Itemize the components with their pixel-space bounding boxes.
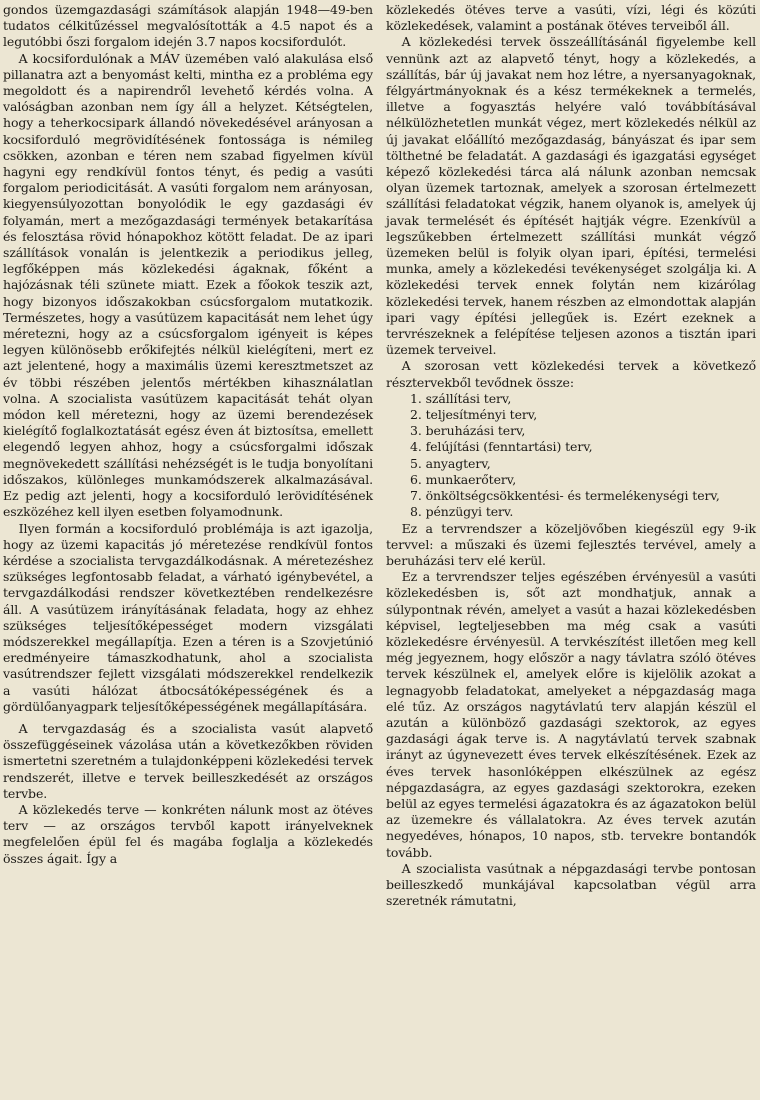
right-column bbox=[386, 2, 756, 1100]
paragraph: A tervgazdaság és a szocialista vasút alapvető összefüggéseinek vázolása után a következőkben röviden ismertetni szeretném a tulajdonképpeni közlekedési tervek rendszerét, illetve e tervek beilleszkedését az országos tervbe. bbox=[3, 720, 373, 801]
list-item: 4. felújítási (fenntartási) terv, bbox=[410, 439, 593, 455]
list-item: 3. beruházási terv, bbox=[410, 423, 526, 439]
list-item: 6. munkaerőterv, bbox=[410, 471, 517, 487]
paragraph: A kocsifordulónak a MÁV üzemében való alakulása első pillanatra azt a benyomást kelti, mintha ez a probléma egy megoldott és a napirendről levehető kérdés volna. A valóságban azonban nem így áll a helyzet. Kétségtelen, hogy a teherkocsipark állandó növekedésével arányosan a kocsiforduló megrövidítésének fontossága is némileg csökken, azonban e téren nem szabad figyelmen kívül hagyni egy rendkívül fontos tényt, és pedig a vasúti forgalom periodicitását. A vasúti forgalom nem arányosan, kiegyensúlyozottan bonyolódik le egy gazdasági év folyamán, mert a mezőgazdasági termények betakarítása és felosztása rövid hónapokhoz kötött feladat. De az ipari szállítások vonalán is jelentkezik a periodikus jelleg, legfőképpen más közlekedési ágaknak, főként a hajózásnak téli szünete miatt. Ezek a főokok teszik azt, hogy bizonyos időszakokban csúcsforgalom mutatkozik. Természetes, hogy a vasútüzem kapacitását nem lehet úgy méretezni, hogy az a csúcsforgalom igényeit is képes legyen különösebb erőkifejtés nélkül kielégíteni, mert ez azt jelentené, hogy a maximális üzemi keresztmetszet az év többi részében jelentős mértékben kihasználatlan volna. A szocialista vasútüzem kapacitását tehát olyan módon kell méretezni, hogy az üzemi berendezések kielégítő foglalkoztatását egész éven át biztosítsa, emellett elegendő legyen ahhoz, hogy a csúcsforgalmi időszak megnövekedett szállítási nehézségét is le tudja bonyolítani időszakos, különleges munkamódszerek alkalmazásával. Ez pedig azt jelenti, hogy a kocsiforduló lerövidítésének eszközéhez kell ilyen esetben folyamodnunk. bbox=[3, 50, 373, 520]
paragraph: A szocialista vasútnak a népgazdasági tervbe pontosan beilleszkedő munkájával kapcsolatban végül arra szeretnék rámutatni, bbox=[386, 860, 756, 909]
list-item: 2. teljesítményi terv, bbox=[410, 407, 538, 423]
paragraph: gondos üzemgazdasági számítások alapján 1948—49-ben tudatos célkitűzéssel megvalósították a 4.5 napot és a legutóbbi őszi forgalom idején 3.7 napos kocsifordulót. bbox=[3, 2, 373, 50]
left-column bbox=[3, 2, 373, 1100]
paragraph: A szorosan vett közlekedési tervek a következő résztervekből tevődnek össze: bbox=[386, 358, 756, 390]
list-item: 1. szállítási terv, bbox=[410, 390, 512, 406]
list-item: 5. anyagterv, bbox=[410, 455, 491, 471]
list-item: 8. pénzügyi terv. bbox=[410, 504, 514, 520]
paragraph: Ilyen formán a kocsiforduló problémája is azt igazolja, hogy az üzemi kapacitás jó méretezése rendkívül fontos kérdése a szocialista tervgazdálkodásnak. A méretezéshez szükséges legfontosabb feladat, a várható igénybevétel, a tervgazdálkodási rendszer következtében rendelkezésre áll. A vasútüzem irányításának feladata, hogy az ehhez szükséges teljesítőképességet modern vizsgálati módszerekkel megállapítja. Ezen a téren is a Szovjetúnió eredményeire támaszkodhatunk, ahol a szocialista vasútrendszer fejlett vizsgálati módszerekkel rendelkezik a vasúti hálózat átbocsátóképességének és a gördülőanyagpark teljesítőképességének megállapítására. bbox=[3, 520, 373, 714]
paragraph: A közlekedés terve — konkréten nálunk most az ötéves terv — az országos tervből kapott irányelveknek megfelelően épül fel és magába foglalja a közlekedés összes ágait. Így a bbox=[3, 801, 373, 866]
list-item: 7. önköltségcsökkentési- és termelékenységi terv, bbox=[410, 488, 720, 504]
plan-list bbox=[386, 391, 756, 521]
paragraph: közlekedés ötéves terve a vasúti, vízi, légi és közúti közlekedések, valamint a postának ötéves terveiből áll. bbox=[386, 2, 756, 34]
paragraph: Ez a tervrendszer a közeljövőben kiegészül egy 9-ik tervvel: a műszaki és üzemi fejlesztés tervével, amely a beruházási terv elé kerül. bbox=[386, 520, 756, 568]
paragraph: Ez a tervrendszer teljes egészében érvényesül a vasúti közlekedésben is, sőt azt mondhatjuk, annak a súlypontnak révén, amelyet a vasút a hazai közlekedésben képvisel, legteljesebben ma még csak a vasúti közlekedésre érvényesül. A tervkészítést illetően meg kell még jegyeznem, hogy először a nagy távlatra szóló ötéves tervek készülnek el, amelyek előre is kijelölik azokat a legnagyobb feladatokat, amelyeket a népgazdaság maga elé tűz. Az országos nagytávlatú terv alapján készül el azután a különböző gazdasági szektorok, az egyes gazdasági ágak terve is. A nagytávlatú tervek szabnak irányt az úgynevezett éves tervek elkészítésének. Ezek az éves tervek hasonlóképpen elkészülnek az egész népgazdaságra, az egyes gazdasági szektorokra, ezeken belül az egyes termelési ágazatokra és az ágazatokon belül az üzemekre és vállalatokra. Az éves tervek azután negyedéves, hónapos, 10 napos, stb. tervekre bontandók tovább. bbox=[386, 569, 756, 860]
paragraph: A közlekedési tervek összeállításánál figyelembe kell vennünk azt az alapvető tényt, hogy a közlekedés, a szállítás, bár új javakat nem hoz létre, a nyersanyagoknak, félgyártmányoknak és a kész termékeknek a termelés, illetve a fogyasztás helyére való továbbításával nélkülözhetetlen munkát végez, mert közlekedés nélkül az új javakat előállító mezőgazdaság, bányászat és ipar sem tölthetné be feladatát. A gazdasági és igazgatási egységet képező közlekedési tárca alá nálunk azonban nemcsak olyan üzemek tartoznak, amelyek a szorosan értelmezett szállítási feladatokat végzik, hanem olyanok is, amelyek új javak termelését és építését hajtják végre. Ezenkívül a legszűkebben értelmezett szállítási munkát végző üzemeken belül is folyik olyan ipari, építési, termelési munka, amely a közlekedési tevékenységet szolgálja ki. A közlekedési tervek ennek folytán nem kizárólag közlekedési tervek, hanem részben az elmondottak alapján ipari vagy építési jellegűek is. Ezért ezeknek a tervrészeknek a felépítése teljesen azonos a tisztán ipari üzemek terveivel. bbox=[386, 34, 756, 358]
